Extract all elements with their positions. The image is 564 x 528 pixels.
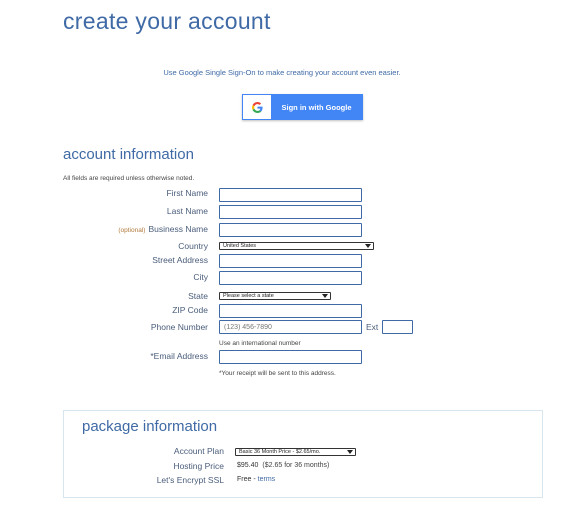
ext-label: Ext <box>366 322 379 332</box>
state-select-value: Please select a state <box>223 293 274 299</box>
last-name-input[interactable] <box>219 205 362 219</box>
google-g-icon <box>252 102 263 113</box>
account-plan-select[interactable] <box>235 448 356 456</box>
required-note: All fields are required unless otherwise noted. <box>63 175 195 182</box>
city-label: City <box>193 272 208 282</box>
first-name-input[interactable] <box>219 188 362 202</box>
ssl-value: Free - <box>237 476 256 483</box>
ssl-terms-link[interactable]: terms <box>257 476 276 483</box>
ssl-row <box>237 476 275 483</box>
google-sign-in-button[interactable] <box>242 94 363 120</box>
country-select[interactable] <box>219 242 374 250</box>
country-select-value: United States <box>223 243 257 249</box>
last-name-label: Last Name <box>166 206 208 216</box>
zip-code-input[interactable] <box>219 304 362 318</box>
phone-number-label: Phone Number <box>150 322 208 332</box>
email-address-input[interactable] <box>219 350 362 364</box>
google-sign-in-label: Sign in with Google <box>281 102 352 112</box>
chevron-down-icon <box>347 450 353 454</box>
sso-description: Use Google Single Sign-On to make creating your account even easier. <box>163 68 401 77</box>
international-number-link[interactable]: Use an international number <box>219 340 301 347</box>
hosting-price-value: $95.40 <box>237 462 259 469</box>
phone-ext-input[interactable] <box>382 320 413 334</box>
hosting-price-row <box>237 462 329 469</box>
business-name-input[interactable] <box>219 223 362 237</box>
google-logo-box <box>243 95 271 119</box>
state-select[interactable] <box>219 292 331 300</box>
phone-number-input[interactable] <box>219 320 362 334</box>
account-plan-value: Basic 36 Month Price - $2.65/mo. <box>239 449 321 455</box>
email-address-label: *Email Address <box>150 351 208 361</box>
account-plan-label: Account Plan <box>173 446 224 456</box>
country-label: Country <box>178 241 208 251</box>
page-title: create your account <box>63 8 271 34</box>
street-address-input[interactable] <box>219 254 362 268</box>
email-hint: *Your receipt will be sent to this address. <box>219 370 336 377</box>
chevron-down-icon <box>322 294 328 298</box>
ssl-label: Let's Encrypt SSL <box>156 475 224 485</box>
package-section-title: package information <box>82 418 218 435</box>
hosting-price-label: Hosting Price <box>173 461 224 471</box>
business-name-label-row <box>118 224 208 234</box>
account-section-title: account information <box>63 146 194 163</box>
street-address-label: Street Address <box>152 255 208 265</box>
city-input[interactable] <box>219 271 362 285</box>
business-name-label: Business Name <box>148 224 208 234</box>
first-name-label: First Name <box>166 188 208 198</box>
state-label: State <box>188 291 208 301</box>
zip-code-label: ZIP Code <box>172 305 208 315</box>
hosting-price-detail: ($2.65 for 36 months) <box>262 462 330 469</box>
chevron-down-icon <box>365 244 371 248</box>
optional-tag: (optional) <box>118 227 146 234</box>
